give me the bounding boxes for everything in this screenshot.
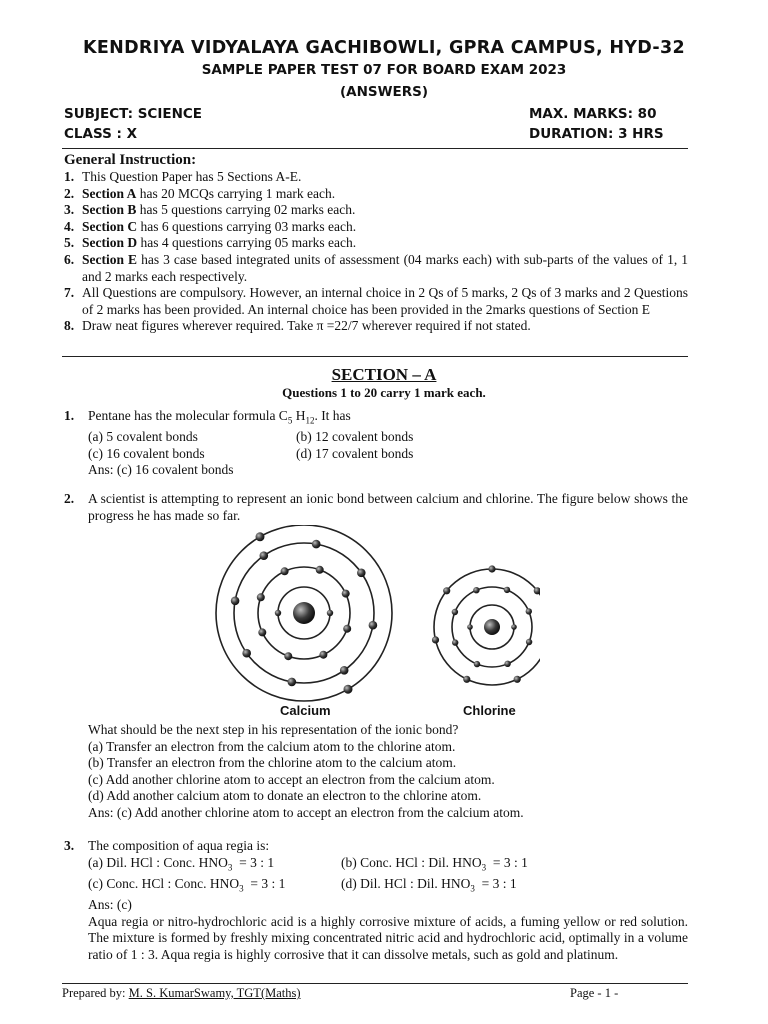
electron (316, 566, 324, 574)
option-b: (b) Transfer an electron from the chlorine atom to the calcium atom. (88, 755, 457, 771)
electron (342, 590, 350, 598)
option-b: (b) 12 covalent bonds (296, 429, 414, 445)
question-3-options (64, 855, 688, 898)
chlorine-label: Chlorine (463, 703, 516, 718)
electron (242, 649, 251, 658)
max-marks-label: MAX. MARKS: 80 (529, 106, 657, 122)
electron (260, 551, 269, 560)
electron (526, 608, 532, 614)
electron (281, 567, 289, 575)
question-2-answer: Ans: (c) Add another chlorine atom to accept an electron from the calcium atom. (88, 804, 524, 820)
question-2-body (88, 722, 688, 822)
option-c: (c) Conc. HCl : Conc. $HNO_3 = 3$ : 1 (88, 875, 286, 894)
atom-diagram (200, 525, 540, 725)
electron (340, 666, 349, 675)
electron (369, 621, 378, 630)
question-1-options (64, 429, 688, 462)
class-label: CLASS : X (64, 126, 138, 142)
electron (343, 625, 351, 633)
chlorine-nucleus (484, 619, 500, 635)
question-3-answer: Ans: (c) (88, 897, 132, 913)
electron (327, 610, 333, 616)
instruction-divider (62, 356, 688, 357)
electron (231, 597, 240, 606)
option-c: (c) 16 covalent bonds (88, 445, 205, 461)
option-a: (a) 5 covalent bonds (88, 429, 198, 445)
paper-title: SAMPLE PAPER TEST 07 FOR BOARD EXAM 2023 (201, 62, 567, 78)
electron (511, 624, 517, 630)
electron (504, 587, 510, 593)
question-3-explanation: Aqua regia or nitro-hydrochloric acid is a highly corrosive mixture of acids, a fuming yellow or red solution. The mixture is formed by freshly mixing concentrated nitric acid and hydrochloric acid, optimally in a volume ratio of 1 : 3. Aqua regia is highly corrosive that it can dissolve metals, such as gold and platinum. (88, 913, 688, 962)
electron (488, 565, 495, 572)
calcium-nucleus (293, 602, 315, 624)
electron (474, 661, 480, 667)
school-title: KENDRIYA VIDYALAYA GACHIBOWLI, GPRA CAMPUS, HYD-32 (83, 38, 685, 58)
electron (284, 652, 292, 660)
electron (344, 685, 353, 694)
option-a: (a) Dil. HCl : Conc. $HNO_3 = 3$ : 1 (88, 854, 275, 873)
ionic-bond-figure (200, 525, 540, 725)
calcium-label: Calcium (280, 703, 331, 718)
option-b: (b) Conc. HCl : Dil. $HNO_3 = 3$ : 1 (341, 854, 528, 873)
question-3: 3. The composition of aqua regia is: (a) Dil. HCl : Conc. $HNO_3 = 3$ : 1 (b) Conc. HCl : Dil. $HNO_3 = 3$ : 1 (c) Conc. HCl : Conc. $HNO_3 = 3$ : 1 (d) Dil. HCl : Dil. $HNO_3 = 3$ : 1 Ans: (c) Aqua regia or nitro-hydrochloric acid is a highly corrosive mixture of acids, a fuming yellow or red solution. The mixture is formed by freshly mixing concentrated nitric acid and hydrochloric acid, optimally in a volume ratio of 1 : 3. Aqua regia is highly corrosive that it can dissolve metals, such as gold and platinum. (64, 838, 688, 962)
question-2-stem: A scientist is attempting to represent an ionic bond between calcium and chlorine. The figure below shows the progress he has made so far. (88, 491, 688, 523)
question-1-stem: Pentane has the molecular formula $C_5$ $H_{12}$. It has (88, 408, 351, 426)
instruction-item: 7. All Questions are compulsory. However, an internal choice in 2 Qs of 5 marks, 2 Qs of 3 marks and 2 Questions of 2 marks has been provided. An internal choice has been provided in the 2marks questions of Section E (64, 285, 688, 317)
instruction-item: 5. Section D has 4 questions carrying 05 marks each. (64, 235, 357, 251)
author-name: M. S. KumarSwamy, TGT(Maths) (128, 986, 301, 1000)
electrons (231, 532, 540, 693)
general-instruction-list (64, 169, 688, 335)
section-title: SECTION – A (331, 365, 437, 384)
question-3-stem: The composition of aqua regia is: (88, 838, 270, 853)
general-instruction-title: General Instruction: (64, 152, 197, 168)
section-subtitle: Questions 1 to 20 carry 1 mark each. (282, 385, 486, 400)
question-2-question: What should be the next step in his representation of the ionic bond? (88, 722, 459, 737)
electron (526, 639, 532, 645)
electron (275, 610, 281, 616)
electron (452, 609, 458, 615)
option-c: (c) Add another chlorine atom to accept an electron from the calcium atom. (88, 771, 495, 787)
electron (463, 676, 470, 683)
electron (504, 661, 510, 667)
electron (514, 676, 521, 683)
option-d: (d) Dil. HCl : Dil. $HNO_3 = 3$ : 1 (341, 875, 517, 894)
electron (312, 540, 321, 549)
electron (357, 569, 366, 578)
instruction-item: 8. Draw neat figures wherever required. Take π =22/7 wherever required if not stated. (64, 318, 531, 334)
question-2: 2. A scientist is attempting to represent an ionic bond between calcium and chlorine. The figure below shows the progress he has made so far. (64, 491, 688, 523)
question-1-answer: Ans: (c) 16 covalent bonds (88, 462, 234, 478)
electron (288, 678, 297, 687)
instruction-item: 3. Section B has 5 questions carrying 02 marks each. (64, 202, 356, 218)
electron (258, 628, 266, 636)
page-number: Page - 1 - (570, 986, 619, 1000)
option-a: (a) Transfer an electron from the calcium atom to the chlorine atom. (88, 738, 456, 754)
option-d: (d) 17 covalent bonds (296, 445, 414, 461)
electron (432, 636, 439, 643)
instruction-item: 1. This Question Paper has 5 Sections A-E. (64, 169, 302, 184)
electron (256, 532, 265, 541)
electron (473, 587, 479, 593)
instruction-item: 2. Section A has 20 MCQs carrying 1 mark each. (64, 185, 336, 201)
instruction-item: 4. Section C has 6 questions carrying 03 marks each. (64, 218, 357, 234)
electron (319, 651, 327, 659)
question-1: 1. Pentane has the molecular formula $C_5$ $H_{12}$. It has (a) 5 covalent bonds (b) 12 covalent bonds (c) 16 covalent bonds (d) 17 covalent bonds Ans: (c) 16 covalent bonds (64, 408, 688, 479)
footer-divider (62, 983, 688, 984)
duration-label: DURATION: 3 HRS (529, 126, 664, 142)
electron (452, 639, 458, 645)
subject-label: SUBJECT: SCIENCE (64, 106, 202, 122)
answers-label: (ANSWERS) (339, 84, 429, 100)
electron (443, 587, 450, 594)
option-d: (d) Add another calcium atom to donate an electron to the chlorine atom. (88, 788, 482, 804)
electron (467, 624, 473, 630)
header-divider (62, 148, 688, 149)
electron (257, 593, 265, 601)
instruction-item: 6. Section E has 3 case based integrated units of assessment (04 marks each) with sub-parts of the values of 1, 1 and 2 marks each respectively. (64, 251, 688, 284)
prepared-by-label: Prepared by: (62, 986, 129, 1000)
